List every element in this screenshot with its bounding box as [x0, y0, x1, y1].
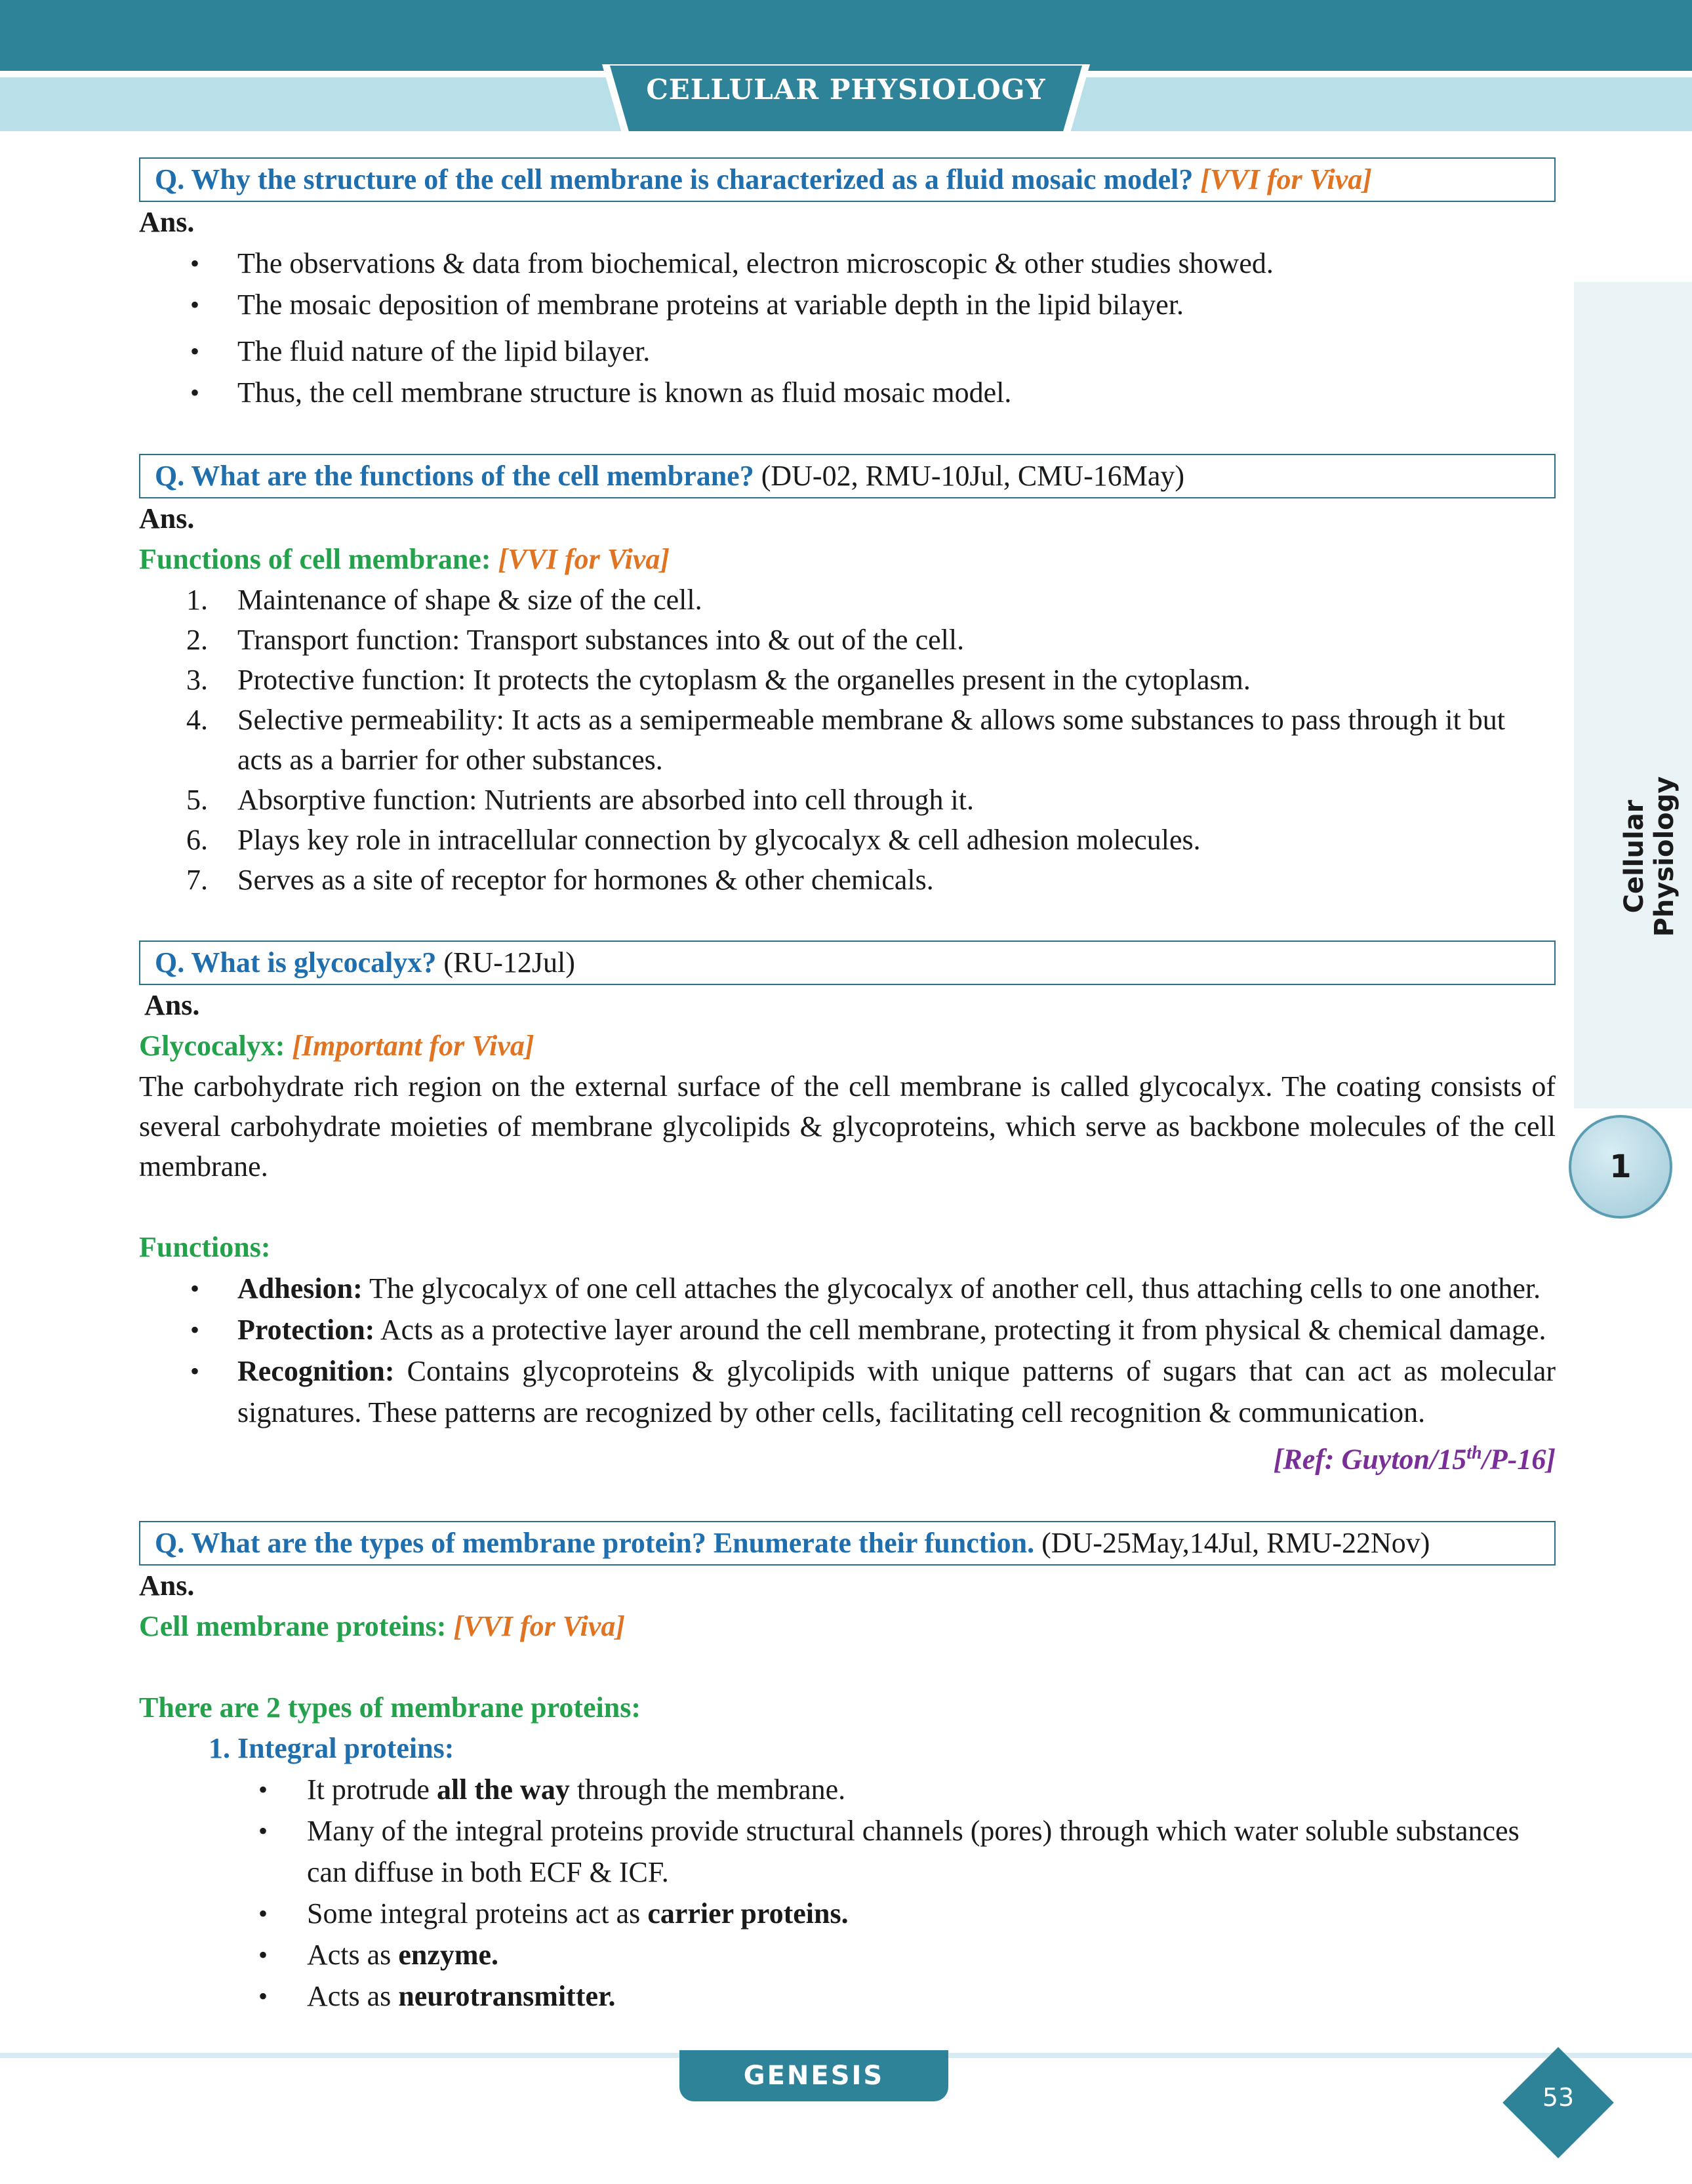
- functions-heading: Functions:: [139, 1231, 271, 1263]
- page-header-title: CELLULAR PHYSIOLOGY: [646, 73, 1046, 106]
- numbered-item: [139, 620, 1556, 660]
- term-text: The glycocalyx of one cell attaches the glycocalyx of another cell, thus attaching cells to one another.: [369, 1272, 1541, 1304]
- item-number: 6.: [186, 824, 208, 856]
- numbered-item: [139, 820, 1556, 860]
- list-item: • Acts as neurotransmitter.: [139, 1975, 1556, 2017]
- viva-tag: [VVI for Viva]: [453, 1609, 626, 1642]
- item-text: Serves as a site of receptor for hormones & other chemicals.: [237, 864, 934, 896]
- list-item: • The fluid nature of the lipid bilayer.: [139, 331, 1556, 372]
- list-item: • It protrude all the way through the membrane.: [139, 1769, 1556, 1810]
- page-content: [139, 157, 1556, 2017]
- list-item: • Acts as enzyme.: [139, 1934, 1556, 1975]
- item-text: Protective function: It protects the cytoplasm & the organelles present in the cytoplasm.: [237, 664, 1251, 696]
- item-text: Plays key role in intracellular connection by glycocalyx & cell adhesion molecules.: [237, 824, 1201, 856]
- list-item: • Many of the integral proteins provide structural channels (pores) through which water soluble substances can diffuse in both ECF & ICF.: [139, 1810, 1556, 1893]
- page-number: 53: [1542, 2083, 1575, 2112]
- chapter-number-badge: 1: [1569, 1115, 1672, 1219]
- term: Adhesion:: [237, 1272, 363, 1304]
- section-heading: [139, 1026, 1556, 1066]
- question-box-2: [139, 454, 1556, 498]
- definition-paragraph: The carbohydrate rich region on the external surface of the cell membrane is called glycocalyx. The coating consists of several carbohydrate moieties of membrane glycolipids & glycoproteins, which serve as backbone molecules of the cell membrane.: [139, 1070, 1556, 1183]
- item-text: Transport function: Transport substances into & out of the cell.: [237, 624, 965, 656]
- viva-tag: [VVI for Viva]: [498, 543, 670, 575]
- question-text: Q. Why the structure of the cell membrane is characterized as a fluid mosaic model?: [155, 163, 1194, 195]
- list-item: [139, 1268, 1556, 1309]
- question-text: Q. What are the types of membrane protein? Enumerate their function.: [155, 1526, 1035, 1559]
- list-item: [139, 1350, 1556, 1433]
- section-heading: [139, 539, 1556, 580]
- answer-label: Ans.: [139, 502, 195, 535]
- header-band: [0, 0, 1692, 71]
- question-source: (DU-25May,14Jul, RMU-22Nov): [1041, 1526, 1430, 1559]
- viva-tag: [VVI for Viva]: [1200, 163, 1372, 195]
- term-text: Contains glycoproteins & glycolipids with unique patterns of sugars that can act as molecular signatures. These patterns are recognized by other cells, facilitating cell recognition & communication.: [237, 1355, 1556, 1428]
- item-number: 5.: [186, 784, 208, 816]
- term-text: Acts as a protective layer around the cell membrane, protecting it from physical & chemical damage.: [380, 1314, 1546, 1346]
- numbered-item: [139, 700, 1556, 780]
- numbered-item: [139, 780, 1556, 820]
- list-item: • The mosaic deposition of membrane proteins at variable depth in the lipid bilayer.: [139, 284, 1556, 325]
- question-box-4: [139, 1521, 1556, 1566]
- question-text: Q. What is glycocalyx?: [155, 946, 437, 979]
- question-box-1: [139, 157, 1556, 202]
- item-number: 7.: [186, 864, 208, 896]
- item-text: Absorptive function: Nutrients are absorbed into cell through it.: [237, 784, 974, 816]
- heading-text: Glycocalyx:: [139, 1030, 285, 1062]
- item-number: 1.: [186, 584, 208, 616]
- list-item: • Thus, the cell membrane structure is known as fluid mosaic model.: [139, 372, 1556, 413]
- item-text: Selective permeability: It acts as a semipermeable membrane & allows some substances to pass through it but acts as a barrier for other substances.: [237, 704, 1506, 776]
- types-heading: There are 2 types of membrane proteins:: [139, 1691, 641, 1724]
- question-box-3: [139, 940, 1556, 985]
- item-number: 2.: [186, 624, 208, 656]
- subsection-heading: 1. Integral proteins:: [209, 1731, 454, 1764]
- list-item: • Some integral proteins act as carrier proteins.: [139, 1893, 1556, 1934]
- numbered-item: [139, 660, 1556, 700]
- heading-text: Cell membrane proteins:: [139, 1609, 447, 1642]
- term: Protection:: [237, 1314, 375, 1346]
- list-item: • The observations & data from biochemical, electron microscopic & other studies showed.: [139, 243, 1556, 284]
- chapter-label: Cellular Physiology: [1619, 776, 1680, 937]
- question-source: (DU-02, RMU-10Jul, CMU-16May): [761, 460, 1185, 492]
- question-text: Q. What are the functions of the cell membrane?: [155, 460, 754, 492]
- item-text: Maintenance of shape & size of the cell.: [237, 584, 702, 616]
- chapter-side-tab: [1574, 282, 1692, 1108]
- answer-label: Ans.: [139, 1569, 195, 1602]
- term: Recognition:: [237, 1355, 395, 1387]
- footer-brand-logo: GENESIS: [679, 2050, 948, 2101]
- question-source: (RU-12Jul): [443, 946, 575, 979]
- numbered-item: [139, 860, 1556, 900]
- numbered-item: [139, 580, 1556, 620]
- list-item: [139, 1309, 1556, 1350]
- item-number: 3.: [186, 664, 208, 696]
- reference-citation: [Ref: Guyton/15th/P-16]: [1273, 1443, 1556, 1476]
- answer-label: Ans.: [139, 206, 195, 238]
- viva-tag: [Important for Viva]: [292, 1030, 534, 1062]
- section-heading: [139, 1606, 1556, 1647]
- item-number: 4.: [186, 704, 208, 736]
- heading-text: Functions of cell membrane:: [139, 543, 491, 575]
- answer-label: Ans.: [144, 989, 200, 1021]
